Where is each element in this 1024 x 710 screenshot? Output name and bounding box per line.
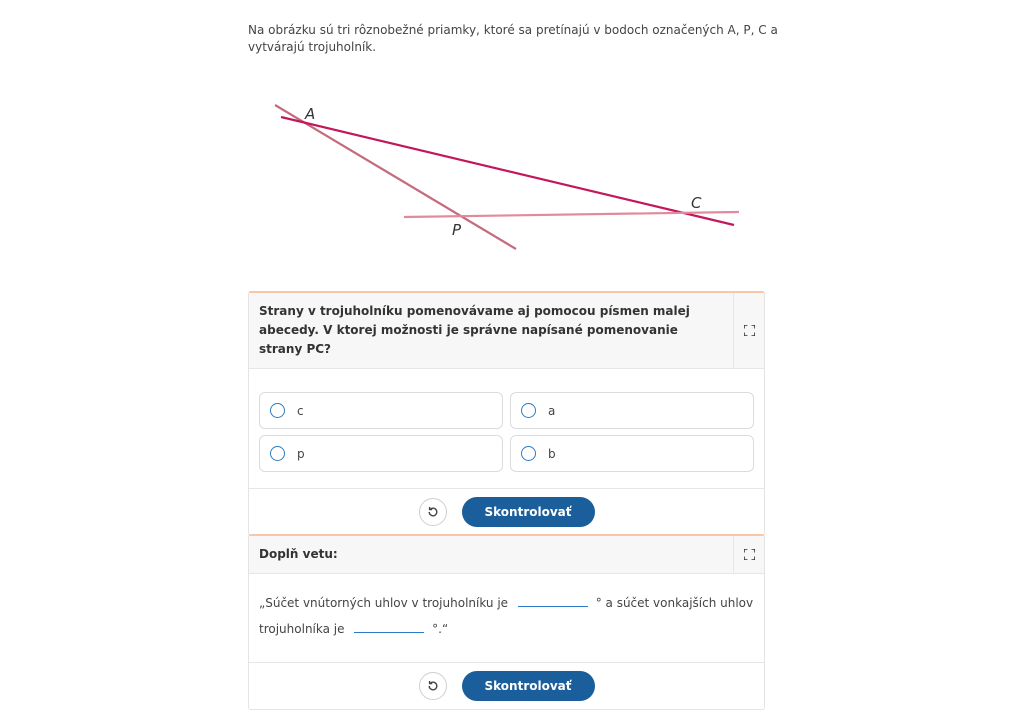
point-label-p: P bbox=[452, 221, 462, 239]
line-ac bbox=[281, 117, 734, 225]
triangle-lines-diagram bbox=[248, 90, 748, 260]
question-2-prompt: Doplň vetu: bbox=[259, 547, 338, 561]
question-2-header bbox=[249, 536, 764, 574]
reset-button[interactable] bbox=[419, 498, 447, 526]
question-2-actions bbox=[249, 663, 764, 709]
radio-icon[interactable] bbox=[270, 403, 285, 418]
point-label-c: C bbox=[691, 194, 702, 212]
sentence-part-1: „Súčet vnútorných uhlov v trojuholníku je bbox=[259, 596, 509, 610]
blank-input-2[interactable] bbox=[354, 618, 424, 633]
expand-icon bbox=[744, 549, 755, 560]
fill-in-sentence bbox=[249, 574, 764, 663]
sentence-part-2: ° a súčet vonkajších uhlov trojuholníka je bbox=[259, 596, 754, 636]
sentence-part-3: °.“ bbox=[432, 622, 449, 636]
expand-button[interactable] bbox=[733, 293, 764, 368]
question-card-1 bbox=[248, 291, 765, 536]
point-label-a: A bbox=[305, 105, 316, 123]
radio-icon[interactable] bbox=[521, 446, 536, 461]
expand-icon bbox=[744, 325, 755, 336]
radio-icon[interactable] bbox=[270, 446, 285, 461]
option-label: a bbox=[548, 403, 556, 418]
option-label: b bbox=[548, 446, 556, 461]
blank-input-1[interactable] bbox=[518, 592, 588, 607]
reset-icon bbox=[427, 506, 439, 518]
option-a[interactable] bbox=[510, 392, 754, 429]
option-label: c bbox=[297, 403, 304, 418]
triangle-figure bbox=[248, 90, 748, 264]
option-p[interactable] bbox=[259, 435, 503, 472]
intro-text: Na obrázku sú tri rôznobežné priamky, ktoré sa pretínajú v bodoch označených A, P, C a vytvárajú trojuholník. bbox=[248, 23, 778, 54]
answer-options bbox=[249, 369, 764, 489]
option-label: p bbox=[297, 446, 305, 461]
check-button[interactable]: Skontrolovať bbox=[462, 671, 595, 701]
question-1-actions bbox=[249, 489, 764, 535]
reset-icon bbox=[427, 680, 439, 692]
question-1-header bbox=[249, 293, 764, 369]
option-b[interactable] bbox=[510, 435, 754, 472]
reset-button[interactable] bbox=[419, 672, 447, 700]
question-1-prompt: Strany v trojuholníku pomenovávame aj pomocou písmen malej abecedy. V ktorej možnosti je správne napísané pomenovanie strany PC? bbox=[259, 304, 690, 356]
expand-button[interactable] bbox=[733, 536, 764, 573]
line-ap bbox=[275, 105, 516, 249]
option-c[interactable] bbox=[259, 392, 503, 429]
check-button[interactable]: Skontrolovať bbox=[462, 497, 595, 527]
radio-icon[interactable] bbox=[521, 403, 536, 418]
question-card-2 bbox=[248, 534, 765, 710]
